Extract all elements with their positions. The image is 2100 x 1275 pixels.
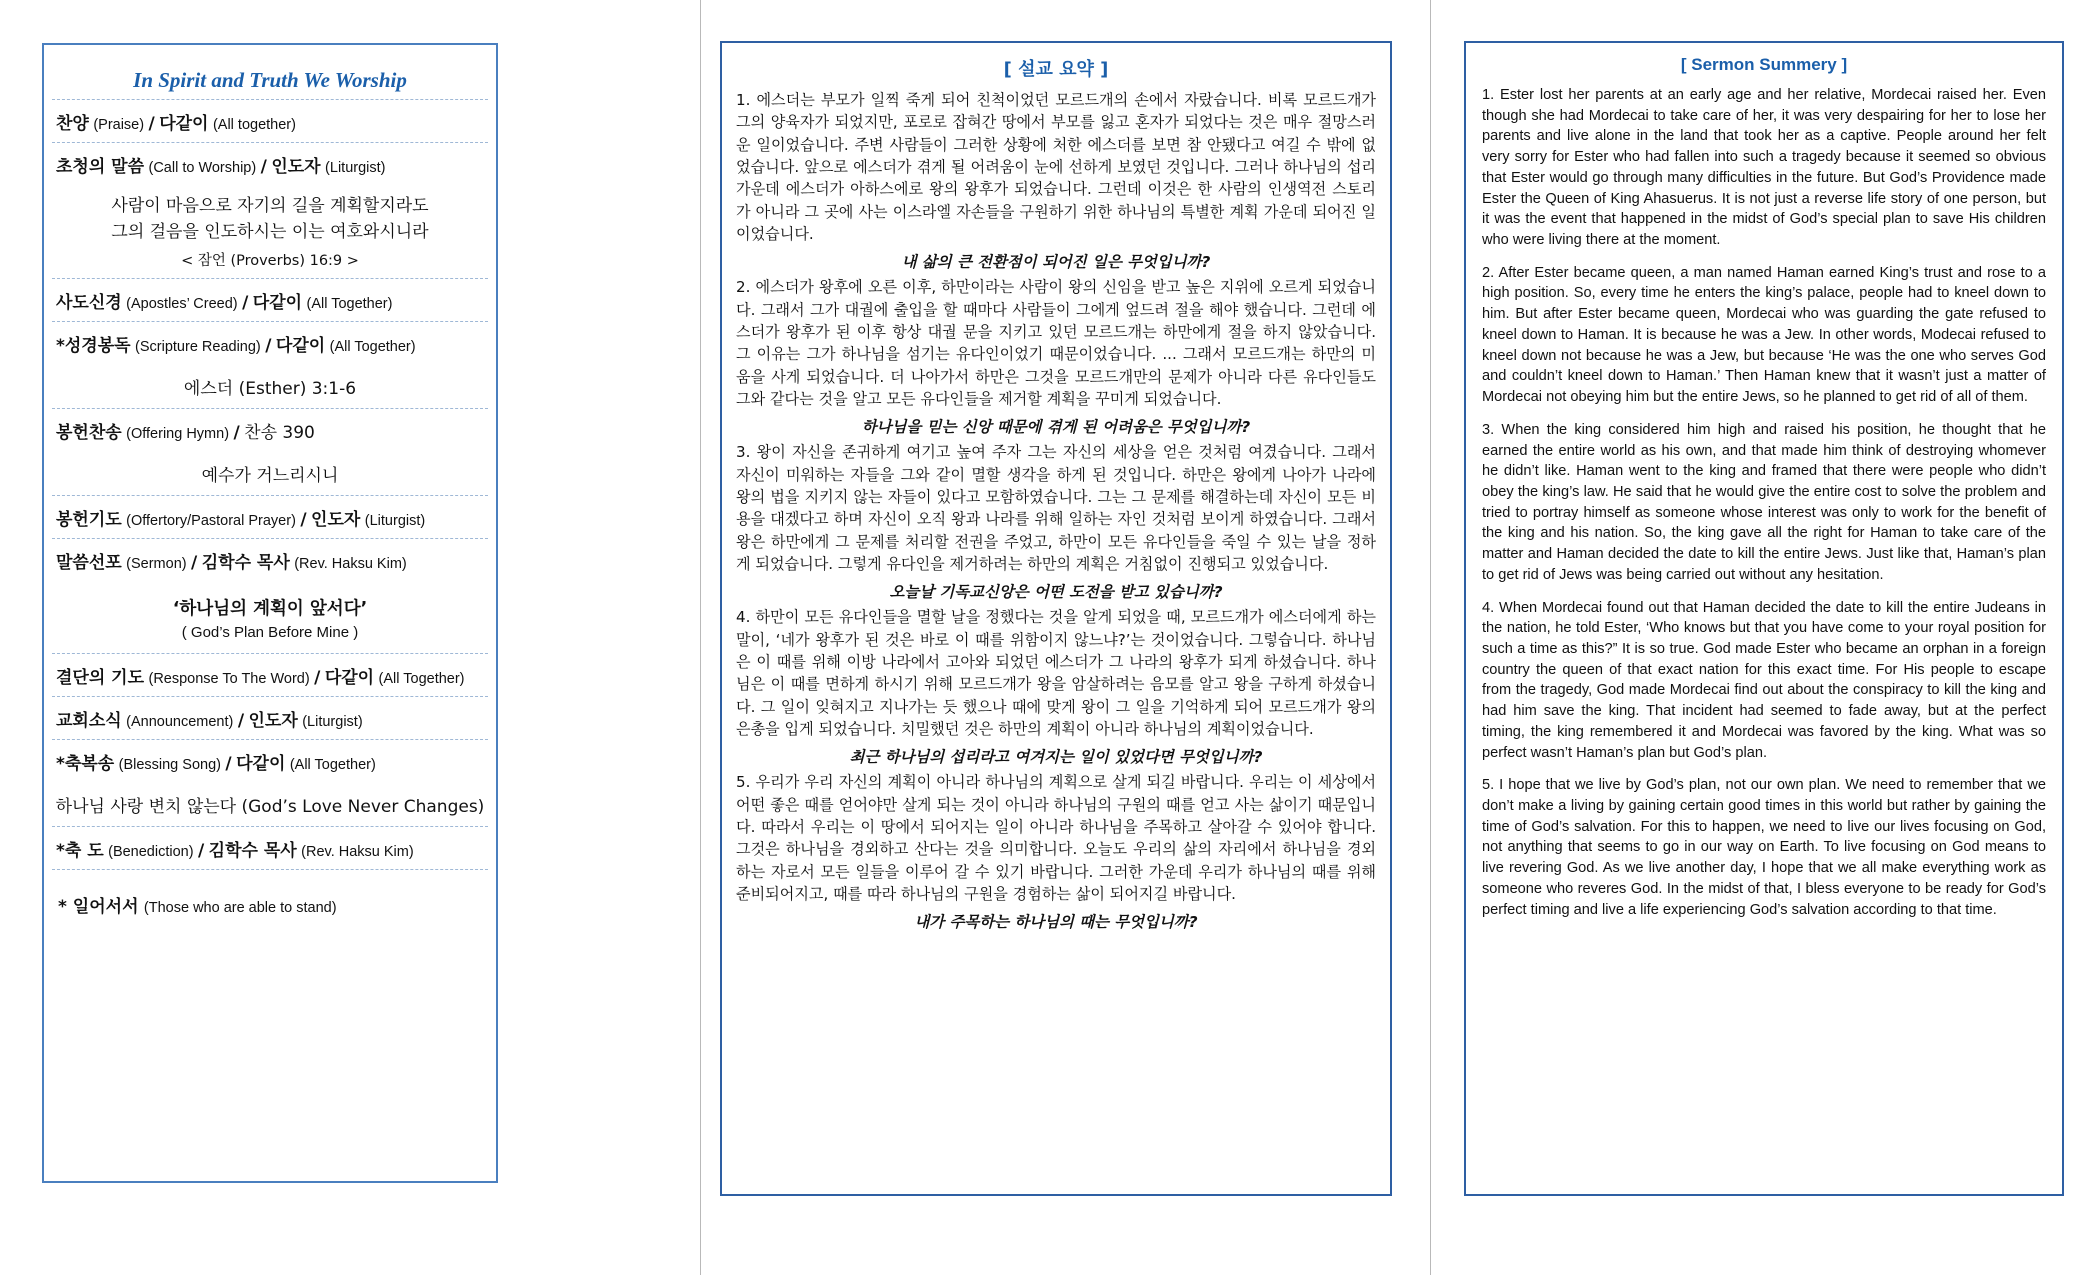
item-label-en: (Sermon) [126,556,187,572]
item-separator: / [191,553,198,573]
item-label-kr: 봉헌찬송 [56,423,122,443]
item-label-en: (Offering Hymn) [126,426,230,442]
summary-paragraph-en: 2. After Ester became queen, a man named Haman earned King’s trust and rose to a high position. So, every time he enters the king’s palace, people had to kneel down to him. But after Ester became queen, Mordecai who was guarding the gate refused to kneel down to Haman. It is because he was a Jew. In other words, Modecai refused to kneel down not because he was a Jew, but because ‘He was the one who serves God and couldn’t kneel down to Haman.’ Then Haman knew that it wasn’t just a matter of Mordecai not obeying him but the entire Jews, so he planned to get rid of all of them. [1482,264,2046,406]
worship-item-sermon [52,539,488,581]
verse-reference: < 잠언 (Proverbs) 16:9 > [181,253,359,269]
item-label-kr: *축 도 [56,841,104,861]
verse-line-1: 사람이 마음으로 자기의 길을 계획할지라도 [111,196,429,216]
item-separator: / [225,754,232,774]
item-performer-en: (All Together) [289,757,376,773]
worship-item-apostles-creed [52,279,488,321]
item-performer-en: (All Together) [378,671,465,687]
item-performer-kr: 김학수 목사 [201,553,290,573]
scripture-reference: 에스더 (Esther) 3:1-6 [183,379,357,399]
item-performer-kr: 다같이 [236,754,286,774]
call-to-worship-verse [52,185,488,278]
summary-paragraph: 1. 에스더는 부모가 일찍 죽게 되어 친척이었던 모르드개의 손에서 자랐습니다. 비록 모르드개가 그의 양육자가 되었지만, 포로로 잡혀간 땅에서 부모를 잃고 혼자가 되었다는 것은 매우 절망스러운 일이었습니다. 주변 사람들이 그러한 상황에 처한 에스더를 보면 참 안됐다고 여길 수 밖에 없었습니다. 앞으로 에스더가 겪게 될 어려움이 눈에 선하게 보였던 것입니다. 그러나 하나님의 섭리 가운데 에스더가 아하스에로 왕의 왕후가 되었습니다. 그런데 이것은 한 사람의 인생역전 스토리가 아니라 그 곳에 사는 이스라엘 자손들을 구원하기 위한 하나님의 특별한 계획 가운데 되어진 일이었습니다. [736,91,1377,243]
item-label-en: (Praise) [93,117,145,133]
summary-paragraph-en: 1. Ester lost her parents at an early age and her relative, Mordecai raised her. Even though she had Mordecai to take care of her, it was very despairing for her to lose her parents and live alone in the land that took her as a captive. People around her felt very sorry for Ester who had fallen into such a tragedy because it seemed so obvious that Ester would go through many difficulties in the future. But God’s Providence made Ester the Queen of King Ahasuerus. It is not just a reverse life story of one person, but it was the event that happened in the midst of God’s special plan to save His children who were living there at the moment. [1482,87,2046,249]
item-label-kr: 초청의 말씀 [56,157,145,177]
sermon-summary-korean-box [720,41,1392,1196]
item-label-en: (Benediction) [108,844,194,860]
worship-item-benediction [52,827,488,869]
item-separator: / [233,423,240,443]
summary-question: 하나님을 믿는 신앙 때문에 겪게 된 어려움은 무엇입니까? [861,418,1251,437]
item-performer-kr: 다같이 [275,336,326,356]
summary-paragraph-en: 5. I hope that we live by God’s plan, not our own plan. We need to remember that we don’t make a living by gaining certain good times in this world but rather by gaining the time of God’s salvation. For this to happen, we need to live our lives focusing on God, not anything that seems to go in our way on Earth. To live focusing on God means to live revering God. As we live another day, I hope that we all make everything work as someone who reveres God. In the midst of that, I bless everyone to be ready for God’s perfect timing and live a life experiencing God’s salvation according to that time. [1482,777,2046,918]
order-of-worship-column [0,0,700,1275]
summary-paragraph: 2. 에스더가 왕후에 오른 이후, 하만이라는 사람이 왕의 신임을 받고 높은 지위에 오르게 되었습니다. 그래서 그가 대궐에 출입을 할 때마다 사람들이 그에게 엎드려 절을 해야 했습니다. 그런데 에스더가 왕후가 된 이후 항상 대궐 문을 지키고 있던 모르드개는 하만에게 절을 하지 않았습니다. 그 이유는 그가 하나님을 섬기는 유다인이었기 때문이었습니다. ... 그래서 모르드개는 하만의 미움을 사게 되었습니다. 더 나아가서 하만은 그것을 모르드개만의 문제가 아니라 다른 유다인들도 그와 같다는 것을 알고 모든 유다인들을 제거할 계획을 꾸미게 되었습니다. [736,278,1376,408]
summary-question: 내 삶의 큰 전환점이 되어진 일은 무엇입니까? [901,253,1211,272]
order-of-worship-box [42,43,498,1183]
item-performer-en: (Rev. Haksu Kim) [301,844,414,860]
item-performer-en: (All together) [212,117,296,133]
hymn-title: 예수가 거느리시니 [201,466,339,486]
footnote-label-kr: * 일어서서 [58,897,139,917]
item-label-en: (Offertory/Pastoral Prayer) [126,513,296,529]
item-performer-en: (All Together) [329,339,416,355]
item-performer-en: (Liturgist) [302,714,363,730]
summary-paragraph: 5. 우리가 우리 자신의 계획이 아니라 하나님의 계획으로 살게 되길 바랍니다. 우리는 이 세상에서 어떤 좋은 때를 얻어야만 살게 되는 것이 아니라 하나님의 구원의 때를 얻고 사는 삶이기 때문입니다. 따라서 우리는 이 땅에서 되어지는 일이 아니라 하나님을 주목하고 살아갈 수 있어야 합니다. 그것은 하나님을 경외하고 산다는 것을 의미합니다. 오늘도 우리의 삶의 자리에서 하나님을 경외하는 자로서 모든 일들을 이루어 갈 수 있기 바랍니다. 그러한 가운데 우리가 하나님의 때를 위해 준비되어지고, 때를 따라 하나님의 구원을 경험하는 삶이 되어지길 바랍니다. [736,773,1377,903]
item-label-kr: 말씀선포 [56,553,122,573]
summary-question: 오늘날 기독교신앙은 어떤 도전을 받고 있습니까? [889,583,1223,602]
item-label-kr: 사도신경 [56,293,122,313]
item-separator: / [300,510,307,530]
item-performer-kr: 인도자 [271,157,321,177]
sermon-summary-korean-title: [ 설교 요약 ] [1003,59,1109,80]
item-performer-kr: 다같이 [252,293,303,313]
item-performer-en: (All Together) [306,296,393,312]
sermon-theme-kr: ‘하나님의 계획이 앞서다’ [172,599,368,619]
item-label-kr: 봉헌기도 [56,510,122,530]
sermon-summary-korean-column [700,0,1430,1275]
item-performer-kr: 인도자 [248,711,298,731]
sermon-summary-english-box [1464,41,2064,1196]
summary-question: 내가 주목하는 하나님의 때는 무엇입니까? [914,913,1198,932]
item-label-en: (Blessing Song) [118,757,221,773]
worship-item-announcement [52,697,488,739]
standing-footnote [52,870,488,917]
footnote-label-en: (Those who are able to stand) [143,900,337,916]
item-performer-kr: 인도자 [311,510,361,530]
worship-item-praise [52,100,488,142]
summary-paragraph-en: 3. When the king considered him high and raised his position, he thought that he earned the entire world as his own, and that made him think of destroying whomever he didn’t like. Haman went to the king and framed that there were people who didn’t obey the king’s law. He said that he would give the entire cost to solve the problem and tried to portray himself as someone whose interest was only to work for the benefit of the king and his nation. So, the king gave all the right for Haman to take care of the matter and Haman decided the date to kill the entire Jews. Just like that, Haman’s plan to get rid of Jews was being carried out without any hesitation. [1482,421,2046,583]
sermon-summary-english-column [1430,0,2100,1275]
worship-item-offering-hymn [52,409,488,451]
item-label-kr: *성경봉독 [56,336,131,356]
item-label-kr: 교회소식 [56,711,122,731]
item-label-kr: 찬양 [56,114,89,134]
worship-title: In Spirit and Truth We Worship [133,68,407,92]
worship-item-offertory-prayer [52,496,488,538]
item-label-en: (Apostles’ Creed) [126,296,238,312]
item-performer-en: (Liturgist) [364,513,426,529]
worship-item-call-to-worship [52,143,488,185]
item-label-en: (Scripture Reading) [135,339,261,355]
summary-paragraph: 4. 하만이 모든 유다인들을 멸할 날을 정했다는 것을 알게 되었을 때, 모르드개가 에스더에게 하는 말이, ‘네가 왕후가 된 것은 바로 이 때를 위함이지 않느냐?’는 것이었습니다. 그렇습니다. 하나님은 이 때를 위해 이방 나라에서 고아와 되었던 에스더가 그 나라의 왕후가 되게 하셨습니다. 하나님은 이 때를 면하게 하시기 위해 모르드개가 왕을 암살하려는 음모를 알고 왕을 구하게 하셨습니다. 그 일이 잊혀지고 지나가는 듯 했으나 때에 맞게 왕이 그 일을 기억하게 되어 모르드개가 왕의 은총을 입게 되었습니다. 치밀했던 것은 하만의 계획이 아니라 하나님의 계획이었습니다. [736,608,1377,738]
worship-item-response-to-word [52,654,488,696]
summary-paragraph-en: 4. When Mordecai found out that Haman decided the date to kill the entire Judeans in the nation, he told Ester, ‘Who knows but that you have come to your royal position for such a time as this?” It is so true. God made Ester who became an orphan in a foreign country the queen of that exact nation for this exact time. For His people to escape from the tragedy, God made Mordecai find out about the conspiracy to kill the king and had him save the king. That incident had seemed to fade away, but at the perfect timing, the king remembered it and Mordecai was favored by the king. What was so perfect wasn’t Haman’s plan but God’s plan. [1482,599,2046,761]
item-separator: / [242,293,249,313]
sermon-summary-english-title: [ Sermon Summery ] [1680,55,1848,74]
item-separator: / [148,114,155,134]
item-label-kr: *축복송 [56,754,115,774]
worship-item-blessing-song [52,740,488,782]
item-performer-en: (Rev. Haksu Kim) [294,556,407,572]
item-separator: / [260,157,267,177]
item-separator: / [265,336,272,356]
worship-item-scripture-reading [52,322,488,364]
item-label-en: (Call to Worship) [148,160,257,176]
sermon-theme-en: ( God’s Plan Before Mine ) [181,624,359,641]
summary-paragraph: 3. 왕이 자신을 존귀하게 여기고 높여 주자 그는 자신의 세상을 얻은 것처럼 여겼습니다. 그래서 자신이 미워하는 자들을 그와 같이 멸할 생각을 하게 된 것입니다. 하만은 왕에게 나아가 나라에 왕의 법을 지키지 않는 자들이 있다고 모함하였습니다. 그는 그 문제를 해결하는데 자신이 모든 비용을 대겠다고 하며 자신이 오직 왕과 나라를 위해 일하는 자인 것처럼 보이게 하였습니다. 그래서 왕은 하만에게 그 문제를 처리할 전권을 주었고, 하만이 모든 유다인들을 죽일 수 있는 날을 정하게 되었습니다. 그렇게 유다인을 제거하려는 하만의 계획은 거침없이 진행되고 있었습니다. [736,443,1377,573]
item-label-en: (Announcement) [126,714,234,730]
item-hymn-number: 찬송 390 [244,423,315,443]
item-separator: / [314,668,321,688]
summary-question: 최근 하나님의 섭리라고 여겨지는 일이 있었다면 무엇입니까? [849,748,1263,767]
item-label-en: (Response To The Word) [148,671,310,687]
item-label-kr: 결단의 기도 [56,668,145,688]
item-separator: / [237,711,245,731]
blessing-song-title: 하나님 사랑 변치 않는다 (God’s Love Never Changes) [55,797,485,817]
item-performer-kr: 다같이 [324,668,375,688]
verse-line-2: 그의 걸음을 인도하시는 이는 여호와시니라 [111,221,429,242]
item-separator: / [198,841,205,861]
item-performer-kr: 김학수 목사 [208,841,297,861]
item-performer-kr: 다같이 [159,114,209,134]
item-performer-en: (Liturgist) [325,160,386,176]
